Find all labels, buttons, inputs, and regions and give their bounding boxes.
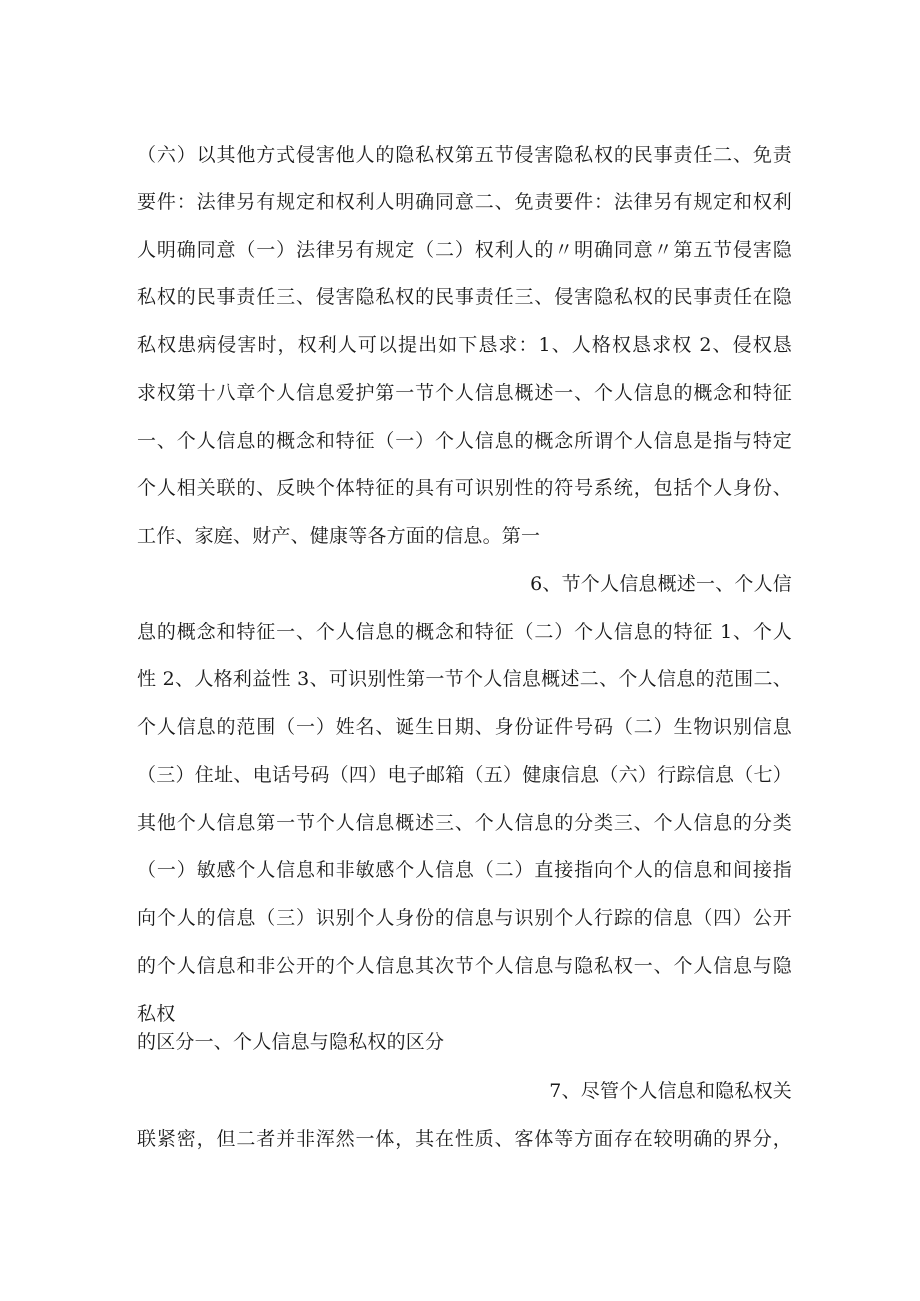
text-line: 7、尽管个人信息和隐私权关 bbox=[549, 1080, 792, 1102]
text-line: 个人信息的范围（一）姓名、诞生日期、身份证件号码（二）生物识别信息 bbox=[137, 716, 792, 738]
text-line: 工作、家庭、财产、健康等各方面的信息。第一 bbox=[137, 525, 541, 547]
text-line: 私权患病侵害时，权利人可以提出如下恳求：1、人格权恳求权 2、侵权恳 bbox=[137, 334, 792, 356]
text-line: 其他个人信息第一节个人信息概述三、个人信息的分类三、个人信息的分类 bbox=[137, 812, 792, 834]
text-line: 向个人的信息（三）识别个人身份的信息与识别个人行踪的信息（四）公开 bbox=[137, 907, 792, 929]
text-line: 私权的民事责任三、侵害隐私权的民事责任三、侵害隐私权的民事责任在隐 bbox=[137, 286, 792, 308]
text-line: 的个人信息和非公开的个人信息其次节个人信息与隐私权一、个人信息与隐 bbox=[137, 955, 792, 977]
text-line: 人明确同意（一）法律另有规定（二）权利人的〃明确同意〃第五节侵害隐 bbox=[137, 239, 792, 261]
text-line: 私权 bbox=[137, 1003, 176, 1025]
text-line: 一、个人信息的概念和特征（一）个人信息的概念所谓个人信息是指与特定 bbox=[137, 430, 792, 452]
text-line: （一）敏感个人信息和非敏感个人信息（二）直接指向个人的信息和间接指 bbox=[137, 859, 792, 881]
text-line: 要件：法律另有规定和权利人明确同意二、免责要件：法律另有规定和权利 bbox=[137, 191, 792, 213]
text-line: 的区分一、个人信息与隐私权的区分 bbox=[137, 1031, 445, 1053]
text-line: 个人相关联的、反映个体特征的具有可识别性的符号系统，包括个人身份、 bbox=[137, 477, 792, 499]
text-line: 息的概念和特征一、个人信息的概念和特征（二）个人信息的特征 1、个人 bbox=[137, 621, 792, 643]
text-line: 6、节个人信息概述一、个人信 bbox=[530, 573, 792, 595]
text-line: （六）以其他方式侵害他人的隐私权第五节侵害隐私权的民事责任二、免责 bbox=[137, 144, 792, 166]
text-line: 性 2、人格利益性 3、可识别性第一节个人信息概述二、个人信息的范围二、 bbox=[137, 668, 792, 690]
text-line: 联紧密，但二者并非浑然一体，其在性质、客体等方面存在较明确的界分， bbox=[137, 1128, 792, 1150]
text-line: （三）住址、电话号码（四）电子邮箱（五）健康信息（六）行踪信息（七） bbox=[137, 764, 792, 786]
text-line: 求权第十八章个人信息爱护第一节个人信息概述一、个人信息的概念和特征 bbox=[137, 382, 792, 404]
